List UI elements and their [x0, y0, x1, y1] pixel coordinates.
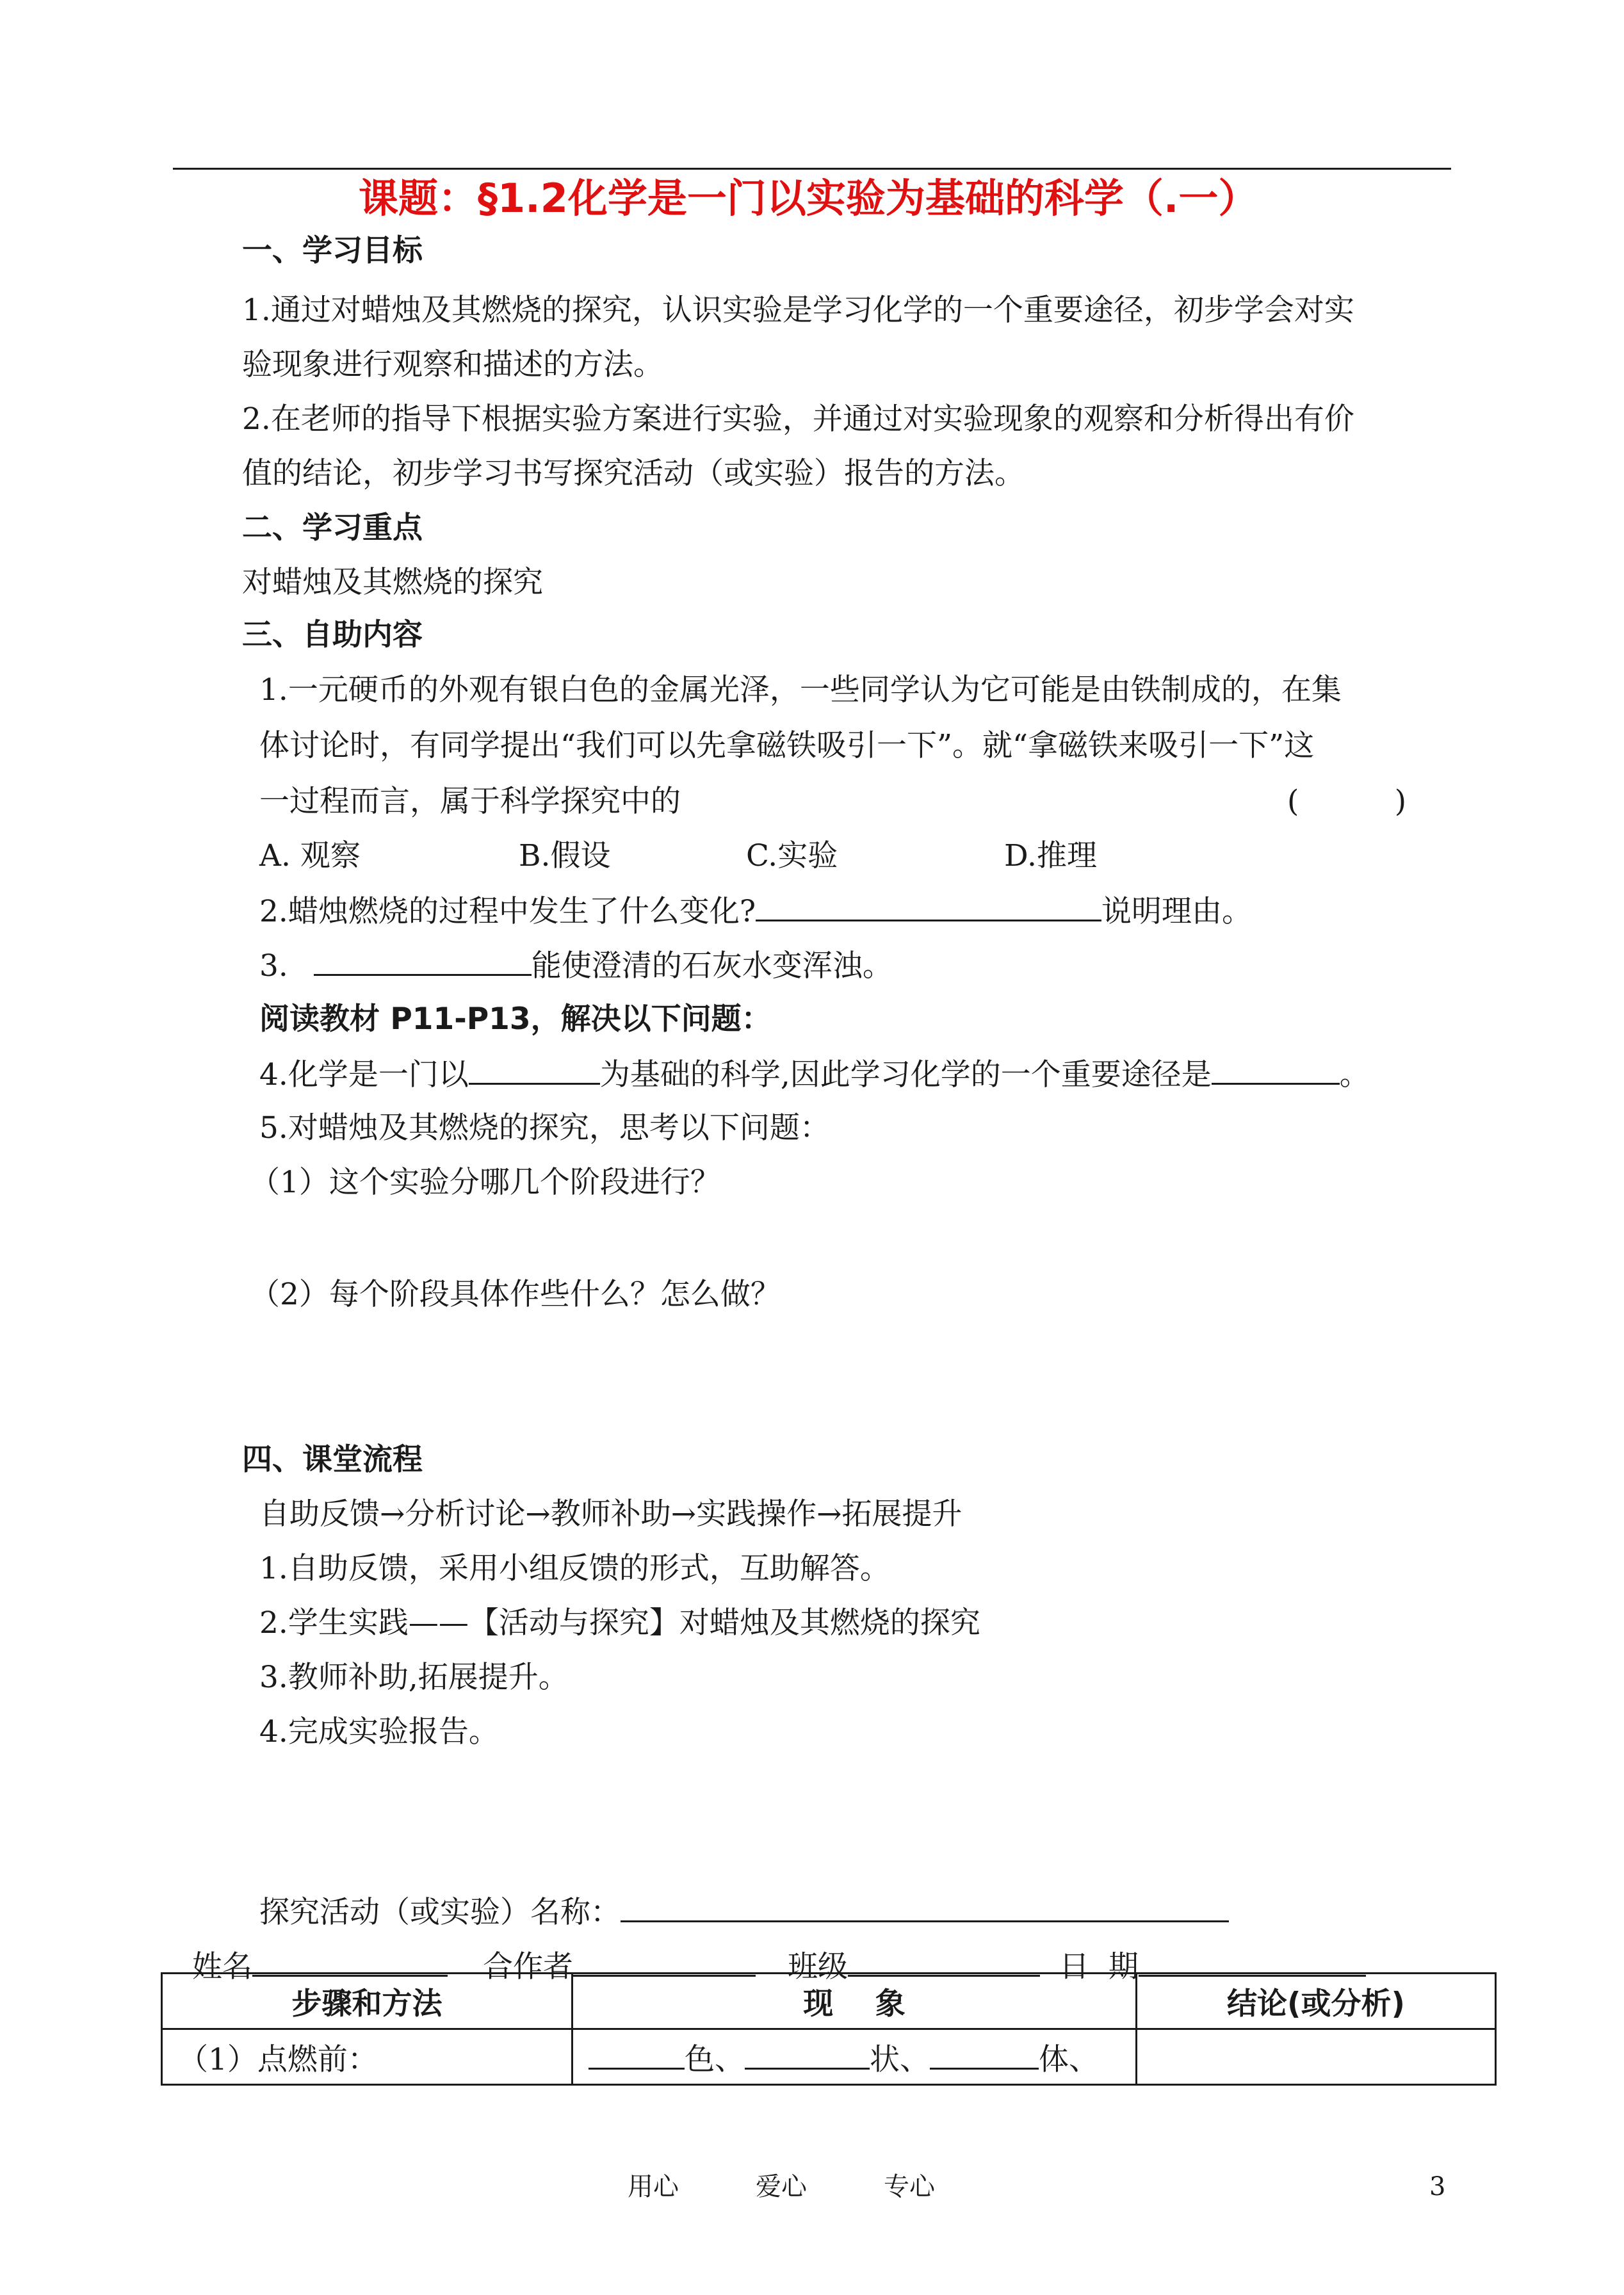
option-d: D.推理: [1004, 838, 1097, 873]
table-row: [162, 2029, 1496, 2085]
question-5-part-2: （2）每个阶段具体作些什么？怎么做？: [250, 1277, 781, 1312]
activity-name-blank[interactable]: [621, 1892, 1229, 1922]
table-header-row: [162, 1974, 1496, 2029]
page-title: 课题：§1.2化学是一门以实验为基础的科学（.一）: [359, 175, 1258, 222]
page-number: 3: [1429, 2172, 1446, 2202]
goal-1-line-1: 1.通过对蜡烛及其燃烧的探究，认识实验是学习化学的一个重要途径，初步学会对实: [242, 293, 1354, 328]
question-4-blank-2[interactable]: [1212, 1055, 1340, 1085]
question-4-text-a: 4.化学是一门以: [259, 1057, 469, 1092]
class-label: 班级: [788, 1949, 848, 1984]
question-4-text-b: 为基础的科学,因此学习化学的一个重要途径是: [599, 1057, 1212, 1092]
footer-motto-3: 专心: [884, 2172, 935, 2202]
class-flow: 自助反馈→分析讨论→教师补助→实践操作→拓展提升: [259, 1496, 962, 1532]
state-blank[interactable]: [930, 2040, 1039, 2070]
header-rule: [173, 168, 1451, 170]
footer-motto-2: 爱心: [756, 2172, 807, 2202]
state-suffix: 体、: [1039, 2041, 1099, 2077]
header-steps: 步骤和方法: [162, 1974, 572, 2029]
option-c: C.实验: [746, 838, 838, 873]
answer-parentheses: ( ): [1287, 784, 1407, 819]
flow-step-4: 4.完成实验报告。: [259, 1714, 499, 1749]
goal-1-line-2: 验现象进行观察和描述的方法。: [242, 347, 663, 382]
question-5: 5.对蜡烛及其燃烧的探究，思考以下问题：: [259, 1110, 830, 1146]
question-4-blank-1[interactable]: [469, 1055, 600, 1085]
date-label: 日 期: [1059, 1949, 1139, 1984]
question-2-blank[interactable]: [756, 891, 1101, 921]
flow-step-3: 3.教师补助,拓展提升。: [259, 1660, 569, 1695]
question-3-number: 3.: [259, 948, 288, 984]
reading-instruction: 阅读教材 P11-P13，解决以下问题：: [259, 1002, 772, 1037]
option-a: A. 观察: [259, 838, 361, 873]
question-1-line-2: 体讨论时，有同学提出“我们可以先拿磁铁吸引一下”。就“拿磁铁来吸引一下”这: [259, 728, 1315, 763]
shape-blank[interactable]: [745, 2040, 870, 2070]
experiment-report-table: [161, 1972, 1497, 2086]
question-3-blank[interactable]: [314, 946, 532, 976]
header-phenomena: 现 象: [572, 1974, 1137, 2029]
partner-label: 合作者: [483, 1949, 573, 1984]
question-5-part-1: （1）这个实验分哪几个阶段进行？: [250, 1165, 720, 1200]
row-1-phenomena: [572, 2029, 1137, 2085]
activity-name-row: [259, 1892, 1229, 1932]
option-b: B.假设: [519, 838, 611, 873]
footer-motto-1: 用心: [628, 2172, 679, 2202]
section-heading-self-study: 三、自助内容: [242, 617, 423, 653]
question-3-text: 能使澄清的石灰水变浑浊。: [531, 948, 893, 984]
section-heading-class-flow: 四、课堂流程: [242, 1442, 423, 1477]
row-1-conclusion[interactable]: [1137, 2029, 1496, 2085]
flow-step-2: 2.学生实践——【活动与探究】对蜡烛及其燃烧的探究: [259, 1605, 980, 1641]
question-2-text: 2.蜡烛燃烧的过程中发生了什么变化?: [259, 894, 756, 929]
shape-suffix: 状、: [870, 2041, 930, 2077]
question-2-suffix: 说明理由。: [1101, 894, 1253, 929]
color-suffix: 色、: [685, 2041, 745, 2077]
goal-2-line-1: 2.在老师的指导下根据实验方案进行实验，并通过对实验现象的观察和分析得出有价: [242, 401, 1354, 437]
focus-content: 对蜡烛及其燃烧的探究: [242, 565, 543, 600]
section-heading-goals: 一、学习目标: [242, 233, 423, 268]
question-4-end: 。: [1339, 1057, 1370, 1092]
activity-name-label: 探究活动（或实验）名称：: [259, 1895, 621, 1930]
section-heading-focus: 二、学习重点: [242, 510, 423, 546]
question-1-line-1: 1.一元硬币的外观有银白色的金属光泽，一些同学认为它可能是由铁制成的，在集: [259, 672, 1342, 708]
color-blank[interactable]: [589, 2040, 685, 2070]
question-3: [259, 946, 893, 985]
question-2: [259, 891, 1252, 931]
flow-step-1: 1.自助反馈，采用小组反馈的形式，互助解答。: [259, 1551, 890, 1586]
name-label: 姓名: [192, 1949, 252, 1984]
row-1-step: （1）点燃前：: [162, 2029, 572, 2085]
question-4: [259, 1055, 1370, 1094]
goal-2-line-2: 值的结论，初步学习书写探究活动（或实验）报告的方法。: [242, 456, 1025, 491]
question-1-line-3: 一过程而言，属于科学探究中的: [259, 784, 681, 819]
header-conclusion: 结论(或分析): [1137, 1974, 1496, 2029]
